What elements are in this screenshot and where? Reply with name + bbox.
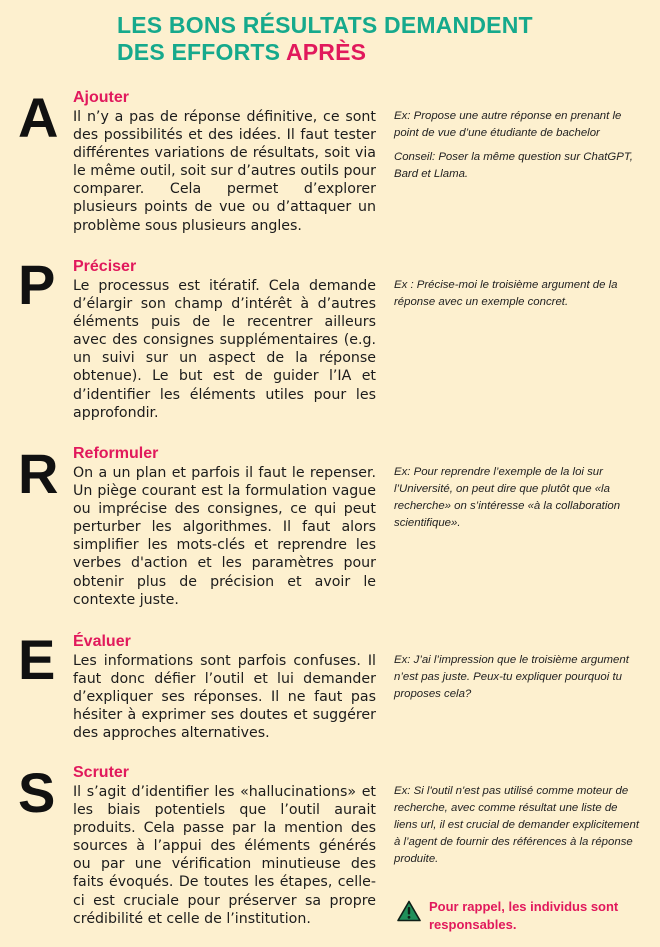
section-body: Les informations sont parfois confuses. Il faut donc défier l’outil et lui demander d’expliquer ses réponses. Il ne faut pas hésiter à exprimer ses doutes et suggérer des approches alternatives. <box>73 653 376 742</box>
section-heading: Évaluer <box>73 633 131 650</box>
section-letter: S <box>18 761 56 824</box>
reminder-callout <box>397 898 647 934</box>
section-body: On a un plan et parfois il faut le repenser. Un piège courant est la formulation vague ou imprécise des consignes, ce qui peut perturber les algorithmes. Il faut alors simplifier les mots-clés et reprendre les verbes d'action et les paramètres pour obtenir plus de précision et avoir le contexte juste. <box>73 465 376 608</box>
section-example: Ex: J’ai l’impression que le troisième argument n’est pas juste. Peux-tu expliquer pourquoi tu proposes cela? <box>394 654 629 700</box>
warning-triangle-icon <box>397 900 421 922</box>
title-line-2-accent: APRÈS <box>285 39 367 65</box>
page-title <box>117 12 533 66</box>
section-letter: R <box>18 442 59 505</box>
section-heading: Scruter <box>73 764 130 781</box>
section-example: Ex : Précise-moi le troisième argument de la réponse avec un exemple concret. <box>394 279 618 308</box>
section-heading: Préciser <box>73 258 137 275</box>
section-tip: Conseil: Poser la même question sur ChatGPT, Bard et Llama. <box>394 151 633 180</box>
section-body: Il n’y a pas de réponse définitive, ce sont des possibilités et des idées. Il faut tester différentes variations de résultats, soit via le même outil, soit sur d’autres outils pour comparer. Cela permet d’explorer plusieurs points de vue ou d’attaquer un problème sous plusieurs angles. <box>73 109 376 234</box>
section-letter: P <box>18 253 56 316</box>
title-line-1: LES BONS RÉSULTATS DEMANDENT <box>117 12 533 38</box>
section-example: Ex: Pour reprendre l’exemple de la loi sur l’Université, on peut dire que plutôt que «la recherche» on s’intéresse «à la collaboration scientifique». <box>394 466 621 529</box>
section-letter: E <box>18 628 56 691</box>
section-letter: A <box>18 86 59 149</box>
section-body: Il s’agit d’identifier les «hallucinations» et les biais potentiels que l’outil aurait produits. Cela passe par la mention des sources à l’appui des éléments générés ou par une vérification minutieuse des faits évoqués. De toutes les étapes, celle-ci est cruciale pour préserver sa propre crédibilité et celle de l’institution. <box>73 784 376 927</box>
reminder-text: Pour rappel, les individus sont responsables. <box>429 899 619 932</box>
section-example: Ex: Propose une autre réponse en prenant le point de vue d’une étudiante de bachelor <box>394 110 622 139</box>
section-heading: Ajouter <box>73 89 129 106</box>
section-example: Ex: Si l'outil n'est pas utilisé comme moteur de recherche, avec comme résultat une liste de liens url, il est crucial de demander explicitement à l’agent de fournir des références à la réponse produite. <box>394 785 640 865</box>
section-heading: Reformuler <box>73 445 159 462</box>
section-body: Le processus est itératif. Cela demande d’élargir son champ d’intérêt à d’autres éléments puis de le recentrer ailleurs avec des consignes supplémentaires (e.g. un suivi sur un aspect de la réponse obtenue). Le but est de guider l’IA et d’identifier les éléments utiles pour les approfondir. <box>73 278 376 421</box>
title-line-2-start: DES EFFORTS <box>117 39 286 65</box>
